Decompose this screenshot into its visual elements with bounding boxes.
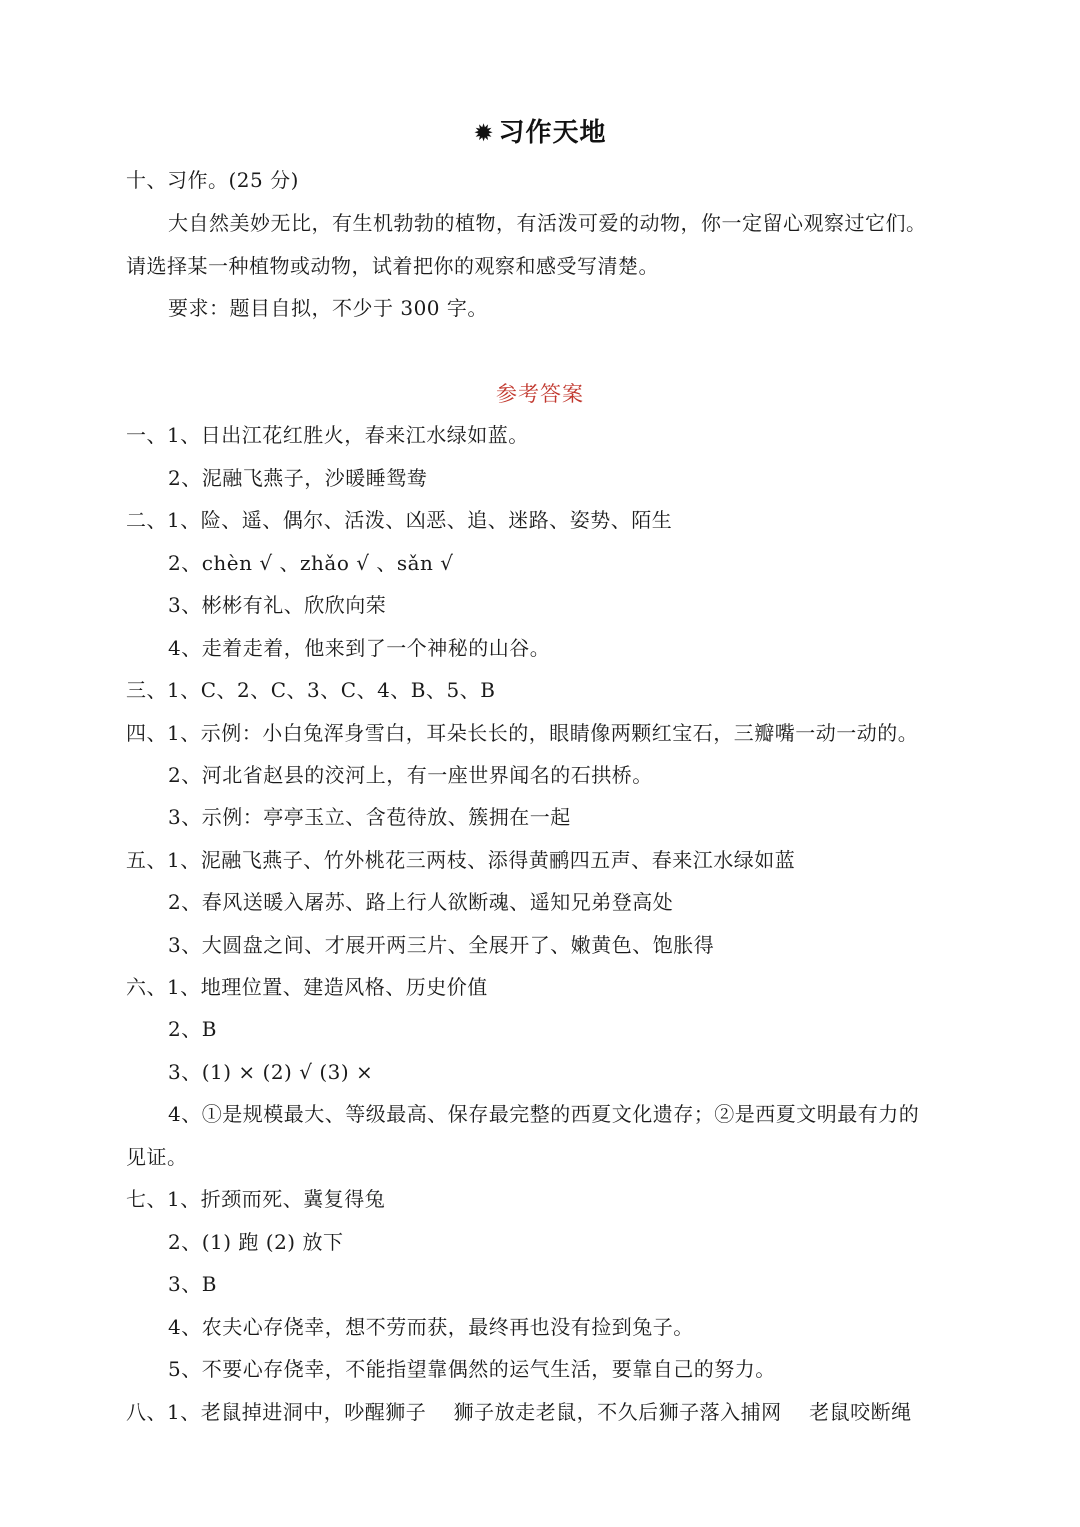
answer-line: 3、示例：亭亭玉立、含苞待放、簇拥在一起 — [168, 805, 571, 829]
answer-line: 3、彬彬有礼、欣欣向荣 — [168, 593, 387, 617]
answer-line: 3、大圆盘之间、才展开两三片、全展开了、嫩黄色、饱胀得 — [168, 933, 715, 957]
answer-line: 六、1、地理位置、建造风格、历史价值 — [126, 975, 488, 999]
composition-title-text: 习作天地 — [498, 118, 607, 148]
composition-requirement: 要求：题目自拟，不少于 300 字。 — [168, 296, 488, 320]
answer-line: 2、泥融飞燕子，沙暖睡鸳鸯 — [168, 466, 428, 490]
answer-line: 4、农夫心存侥幸，想不劳而获，最终再也没有捡到兔子。 — [168, 1315, 694, 1339]
answer-line: 5、不要心存侥幸，不能指望靠偶然的运气生活，要靠自己的努力。 — [168, 1357, 776, 1381]
answer-line: 2、(1) 跑 (2) 放下 — [168, 1230, 344, 1254]
composition-prompt-line-1: 大自然美妙无比，有生机勃勃的植物，有活泼可爱的动物，你一定留心观察过它们。 — [168, 211, 927, 235]
answer-line: 七、1、折颈而死、冀复得兔 — [126, 1187, 386, 1211]
answer-line: 2、春风送暖入屠苏、路上行人欲断魂、遥知兄弟登高处 — [168, 890, 674, 914]
answer-line: 4、走着走着，他来到了一个神秘的山谷。 — [168, 636, 551, 660]
composition-section-title — [0, 112, 1080, 149]
answer-line: 四、1、示例：小白兔浑身雪白，耳朵长长的，眼睛像两颗红宝石，三瓣嘴一动一动的。 — [126, 721, 919, 745]
answer-line: 2、B — [168, 1017, 217, 1041]
answer-line: 三、1、C、2、C、3、C、4、B、5、B — [126, 678, 496, 702]
answer-line: 2、河北省赵县的洨河上，有一座世界闻名的石拱桥。 — [168, 763, 653, 787]
answer-line: 3、(1) × (2) √ (3) × — [168, 1060, 374, 1084]
answer-line: 2、chèn √ 、zhǎo √ 、sǎn √ — [168, 551, 454, 575]
answer-line: 3、B — [168, 1272, 217, 1296]
answer-line: 八、1、老鼠掉进洞中，吵醒狮子 狮子放走老鼠，不久后狮子落入捕网 老鼠咬断绳 — [126, 1400, 912, 1424]
answer-line: 五、1、泥融飞燕子、竹外桃花三两枝、添得黄鹂四五声、春来江水绿如蓝 — [126, 848, 796, 872]
answer-line: 见证。 — [126, 1145, 188, 1169]
composition-heading: 十、习作。(25 分) — [126, 168, 299, 192]
answer-line: 一、1、日出江花红胜火，春来江水绿如蓝。 — [126, 423, 529, 447]
star-burst-icon: ✹ — [473, 119, 495, 147]
answer-line: 4、①是规模最大、等级最高、保存最完整的西夏文化遗存；②是西夏文明最有力的 — [168, 1102, 920, 1126]
composition-prompt-line-2: 请选择某一种植物或动物，试着把你的观察和感受写清楚。 — [126, 254, 659, 278]
answer-line: 二、1、险、遥、偶尔、活泼、凶恶、追、迷路、姿势、陌生 — [126, 508, 673, 532]
answer-key-title: 参考答案 — [496, 382, 584, 406]
